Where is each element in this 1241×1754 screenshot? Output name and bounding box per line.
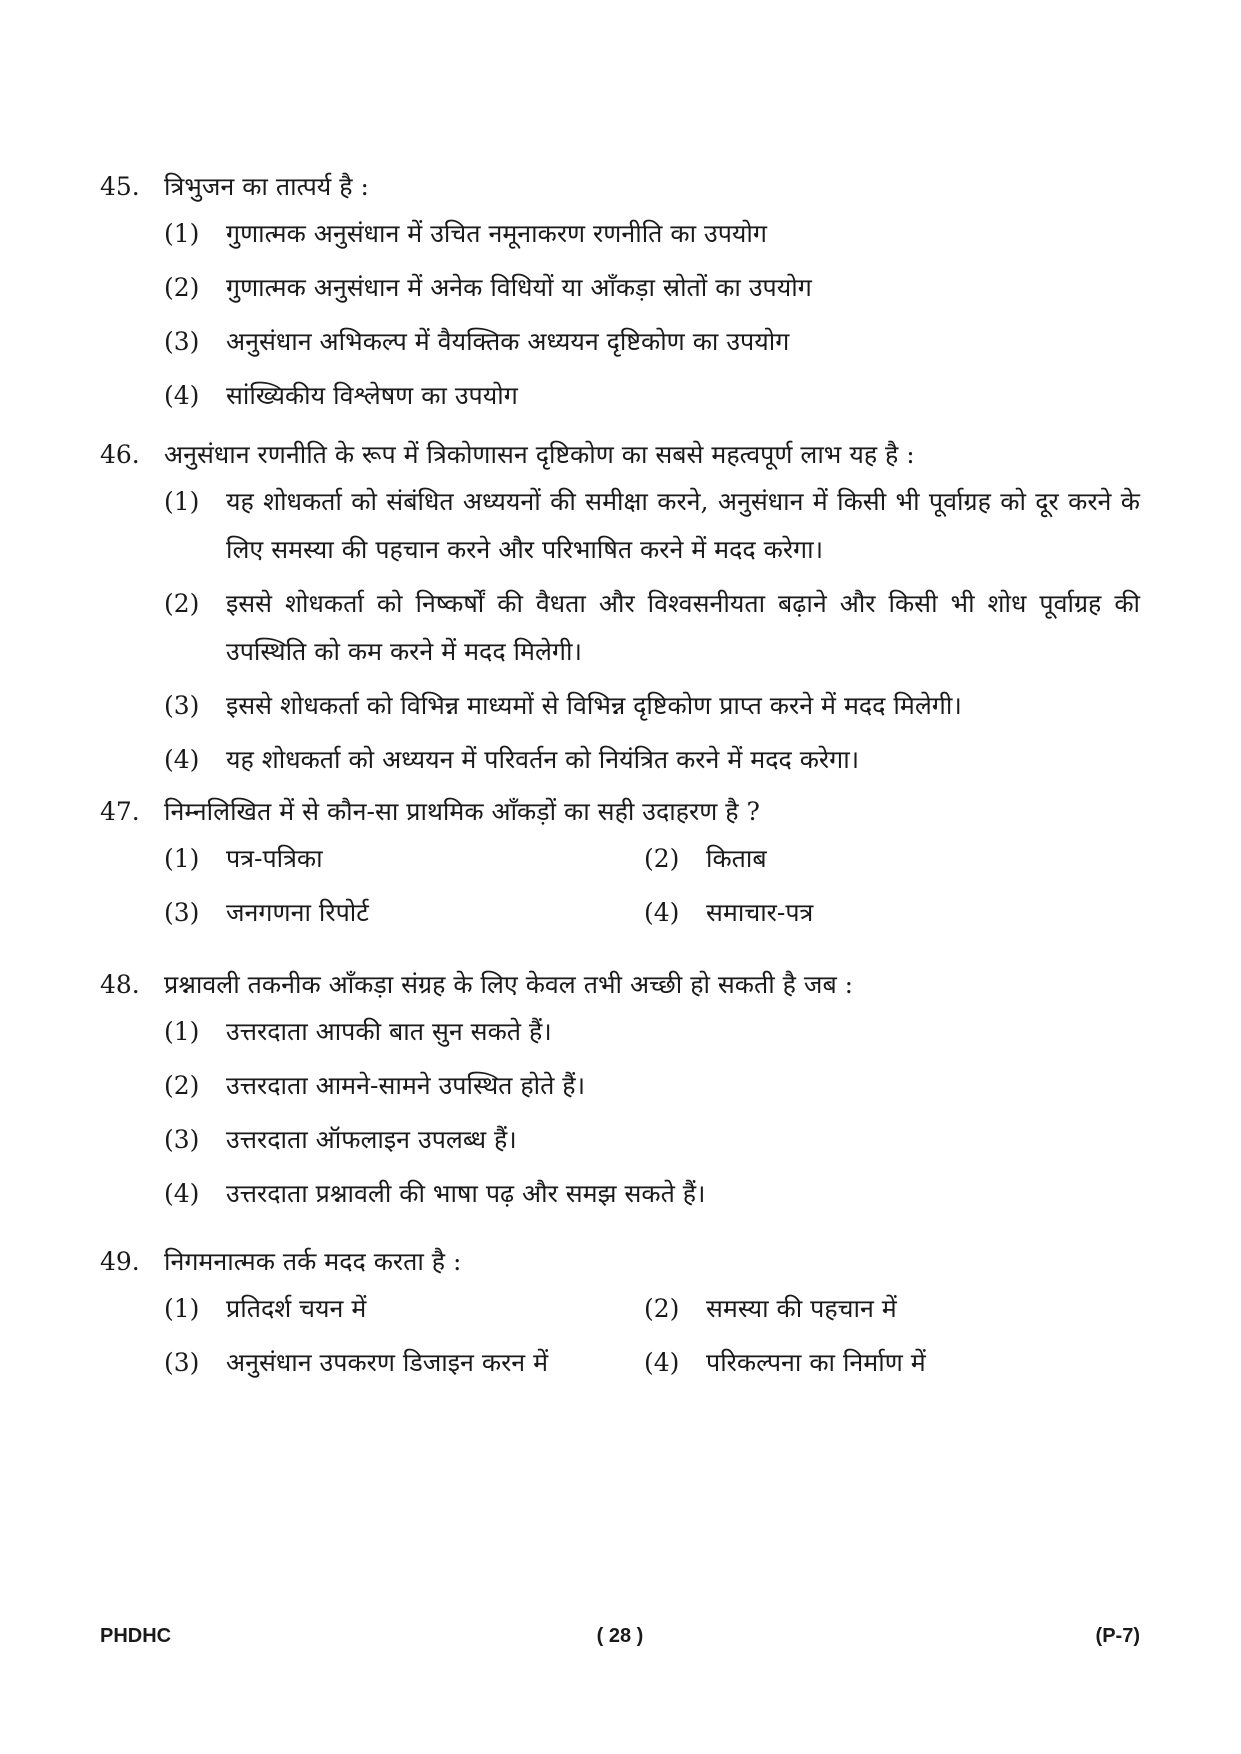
option-text: उत्तरदाता आमने-सामने उपस्थित होते हैं। bbox=[226, 1071, 586, 1100]
option-number: (2) bbox=[164, 273, 200, 302]
option-4 bbox=[164, 1170, 1140, 1218]
option-number: (3) bbox=[164, 1348, 200, 1377]
option-1 bbox=[164, 1008, 1140, 1056]
option-text: अनुसंधान अभिकल्प में वैयक्तिक अध्ययन दृष्टिकोण का उपयोग bbox=[226, 327, 790, 356]
option-text: गुणात्मक अनुसंधान में अनेक विधियों या आँकड़ा स्रोतों का उपयोग bbox=[226, 273, 812, 302]
option-text: उत्तरदाता प्रश्नावली की भाषा पढ़ और समझ सकते हैं। bbox=[226, 1179, 706, 1208]
options-grid bbox=[164, 829, 1140, 937]
option-text: अनुसंधान उपकरण डिजाइन करन में bbox=[226, 1348, 549, 1377]
options-list bbox=[164, 478, 1140, 784]
option-number: (4) bbox=[644, 898, 680, 927]
page-number: ( 28 ) bbox=[596, 1625, 644, 1647]
question-number: 47. bbox=[100, 797, 140, 826]
options-list bbox=[164, 210, 1140, 420]
option-2 bbox=[164, 264, 1140, 312]
question-number: 48. bbox=[100, 970, 140, 999]
option-text: प्रतिदर्श चयन में bbox=[226, 1294, 367, 1323]
option-2 bbox=[644, 1285, 1140, 1333]
question-45 bbox=[100, 170, 1140, 420]
question-48 bbox=[100, 968, 1140, 1218]
option-3 bbox=[164, 1339, 644, 1387]
option-text: समाचार-पत्र bbox=[706, 898, 814, 927]
option-3 bbox=[164, 1116, 1140, 1164]
option-number: (1) bbox=[164, 219, 200, 248]
option-3 bbox=[164, 682, 1140, 730]
question-text: निम्नलिखित में से कौन-सा प्राथमिक आँकड़ों का सही उदाहरण है ? bbox=[164, 797, 760, 826]
option-number: (1) bbox=[164, 1294, 200, 1323]
option-number: (4) bbox=[164, 745, 200, 774]
options-list bbox=[164, 1008, 1140, 1218]
option-1 bbox=[164, 1285, 644, 1333]
option-text: किताब bbox=[706, 844, 767, 873]
option-number: (4) bbox=[164, 1179, 200, 1208]
option-text: यह शोधकर्ता को संबंधित अध्ययनों की समीक्षा करने, अनुसंधान में किसी भी पूर्वाग्रह को दूर करने के लिए समस्या की पहचान करने और परिभाषित करने में मदद करेगा। bbox=[226, 487, 1140, 564]
question-46 bbox=[100, 438, 1140, 784]
option-2 bbox=[164, 1062, 1140, 1110]
option-text: समस्या की पहचान में bbox=[706, 1294, 897, 1323]
option-number: (3) bbox=[164, 1125, 200, 1154]
option-text: परिकल्पना का निर्माण में bbox=[706, 1348, 926, 1377]
question-number: 49. bbox=[100, 1247, 140, 1276]
option-number: (2) bbox=[644, 1294, 680, 1323]
option-number: (1) bbox=[164, 1017, 200, 1046]
option-1 bbox=[164, 478, 1140, 574]
option-1 bbox=[164, 835, 644, 883]
option-text: सांख्यिकीय विश्लेषण का उपयोग bbox=[226, 381, 518, 410]
option-number: (3) bbox=[164, 691, 200, 720]
question-text: अनुसंधान रणनीति के रूप में त्रिकोणासन दृष्टिकोण का सबसे महत्वपूर्ण लाभ यह है : bbox=[164, 440, 915, 469]
question-text: त्रिभुजन का तात्पर्य है : bbox=[164, 172, 369, 201]
option-number: (2) bbox=[164, 589, 200, 618]
question-number: 46. bbox=[100, 440, 140, 469]
option-3 bbox=[164, 889, 644, 937]
option-text: जनगणना रिपोर्ट bbox=[226, 898, 369, 927]
option-text: यह शोधकर्ता को अध्ययन में परिवर्तन को नियंत्रित करने में मदद करेगा। bbox=[226, 745, 860, 774]
option-number: (3) bbox=[164, 327, 200, 356]
option-number: (2) bbox=[164, 1071, 200, 1100]
option-number: (4) bbox=[164, 381, 200, 410]
option-number: (3) bbox=[164, 898, 200, 927]
option-1 bbox=[164, 210, 1140, 258]
question-number: 45. bbox=[100, 172, 140, 201]
option-4 bbox=[164, 736, 1140, 784]
question-text: निगमनात्मक तर्क मदद करता है : bbox=[164, 1247, 462, 1276]
option-number: (2) bbox=[644, 844, 680, 873]
option-number: (4) bbox=[644, 1348, 680, 1377]
option-4 bbox=[644, 889, 1140, 937]
option-text: इससे शोधकर्ता को निष्कर्षों की वैधता और विश्वसनीयता बढ़ाने और किसी भी शोध पूर्वाग्रह की उपस्थिति को कम करने में मदद मिलेगी। bbox=[226, 589, 1140, 666]
option-text: गुणात्मक अनुसंधान में उचित नमूनाकरण रणनीति का उपयोग bbox=[226, 219, 767, 248]
paper-code: PHDHC bbox=[100, 1625, 172, 1647]
option-text: पत्र-पत्रिका bbox=[226, 844, 323, 873]
question-47 bbox=[100, 795, 1140, 937]
question-text: प्रश्नावली तकनीक आँकड़ा संग्रह के लिए केवल तभी अच्छी हो सकती है जब : bbox=[164, 970, 854, 999]
page-footer bbox=[100, 1625, 1140, 1655]
option-text: उत्तरदाता ऑफलाइन उपलब्ध हैं। bbox=[226, 1125, 517, 1154]
option-number: (1) bbox=[164, 487, 200, 516]
option-number: (1) bbox=[164, 844, 200, 873]
question-49 bbox=[100, 1245, 1140, 1387]
option-4 bbox=[164, 372, 1140, 420]
option-text: उत्तरदाता आपकी बात सुन सकते हैं। bbox=[226, 1017, 552, 1046]
option-4 bbox=[644, 1339, 1140, 1387]
paper-set: (P-7) bbox=[1095, 1625, 1140, 1647]
option-3 bbox=[164, 318, 1140, 366]
option-2 bbox=[644, 835, 1140, 883]
option-text: इससे शोधकर्ता को विभिन्न माध्यमों से विभिन्न दृष्टिकोण प्राप्त करने में मदद मिलेगी। bbox=[226, 691, 962, 720]
options-grid bbox=[164, 1279, 1140, 1387]
option-2 bbox=[164, 580, 1140, 676]
